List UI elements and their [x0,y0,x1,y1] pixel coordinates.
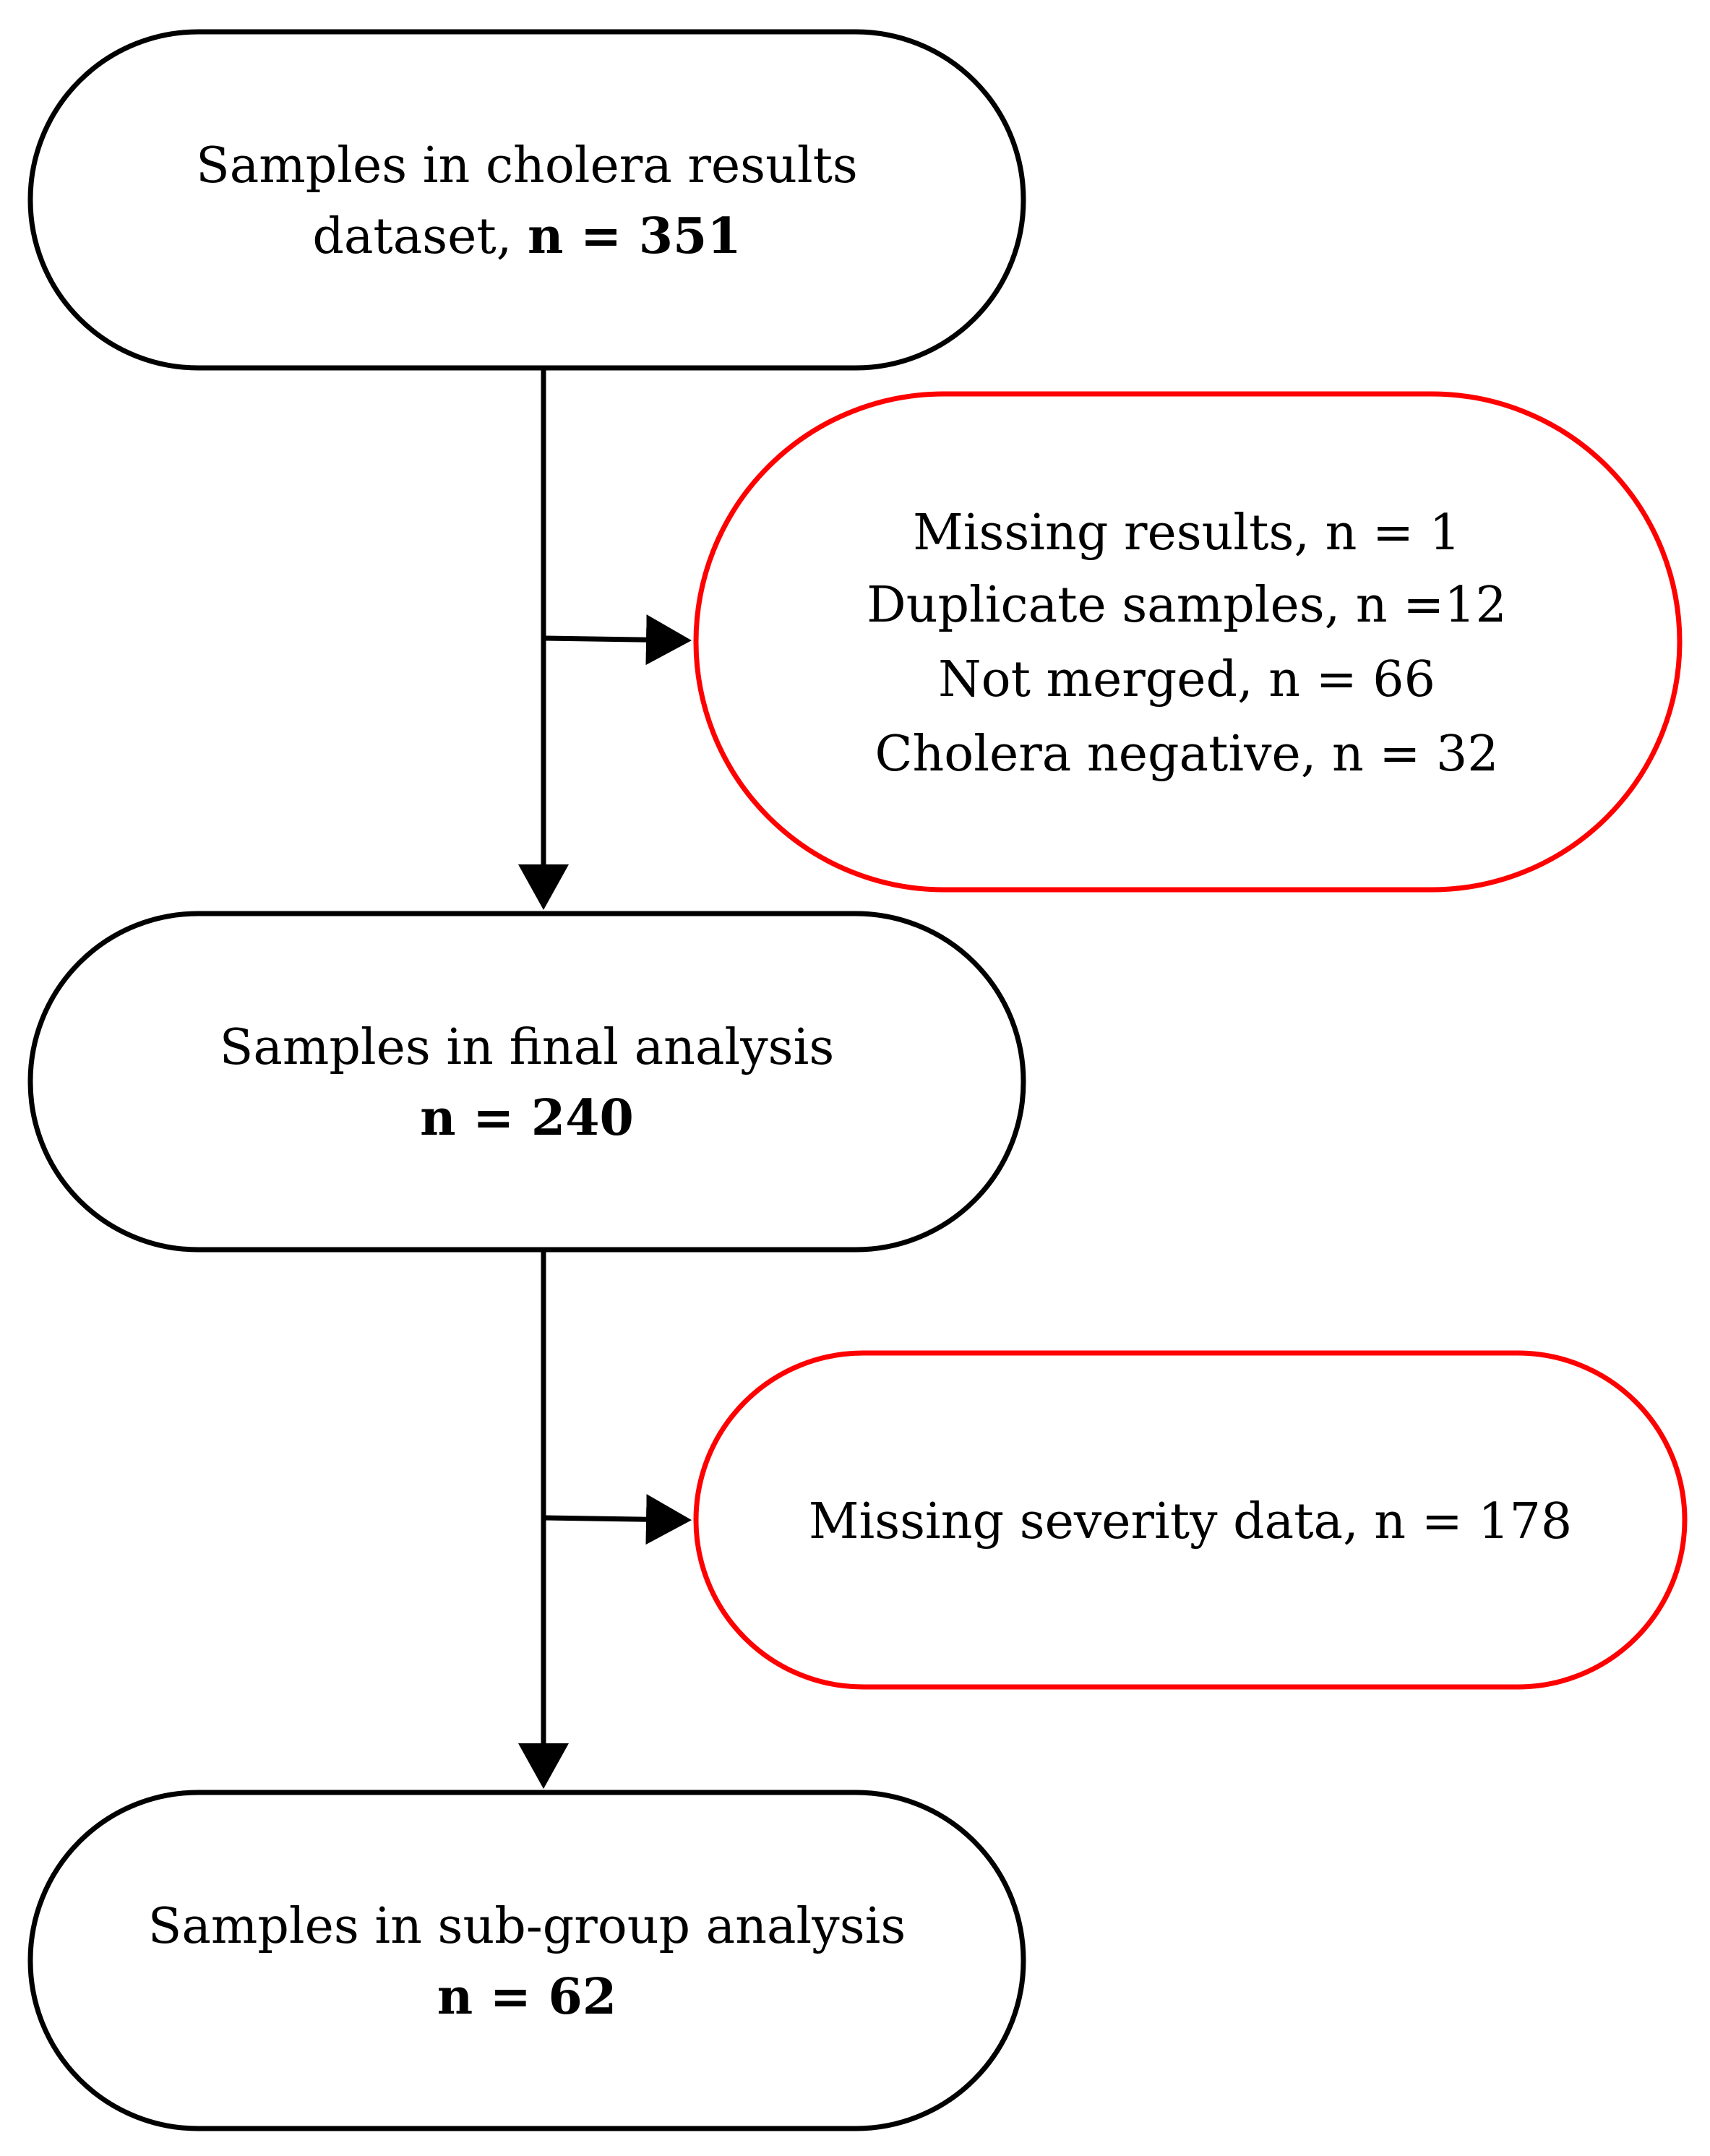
exclusion-cholera-negative: Cholera negative, n = 32 [875,726,1499,783]
final-analysis-n: n = 240 [420,1089,634,1147]
exclusion-box-2 [696,1353,1685,1687]
dataset-count [312,207,741,265]
exclusion-arrow [543,1518,687,1520]
dataset-box [30,32,1023,368]
dataset-label-cont: dataset, [312,208,528,265]
exclusion-missing-results: Missing results, n = 1 [913,504,1461,562]
final-analysis-box [30,914,1023,1250]
exclusion-arrow [543,638,687,640]
exclusion-box-1 [696,394,1680,890]
final-analysis-label: Samples in final analysis [219,1019,835,1076]
dataset-label: Samples in cholera results [196,137,858,194]
exclusion-duplicates: Duplicate samples, n =12 [867,577,1507,634]
subgroup-box [30,1792,1023,2129]
subgroup-label: Samples in sub-group analysis [147,1898,906,1955]
dataset-n: n = 351 [527,207,742,265]
subgroup-n: n = 62 [437,1968,617,2026]
exclusion-missing-severity: Missing severity data, n = 178 [808,1493,1573,1550]
exclusion-not-merged: Not merged, n = 66 [938,651,1435,708]
